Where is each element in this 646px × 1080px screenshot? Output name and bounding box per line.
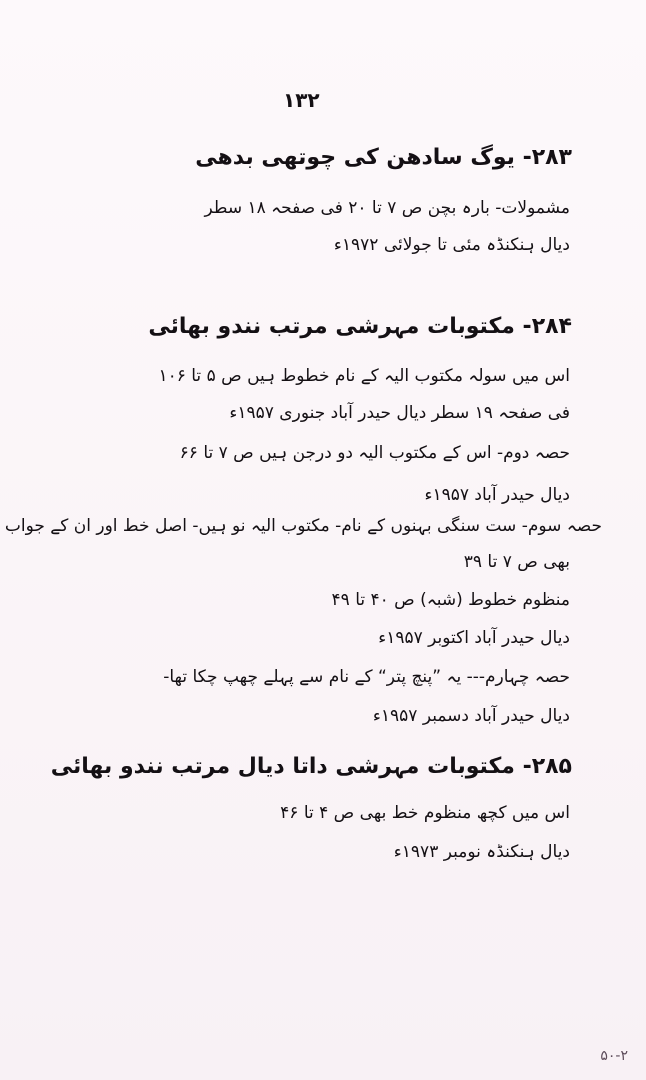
section-heading-285: ۲۸۵- مکتوبات مہرشی داتا دیال مرتب نندو بھائی — [50, 754, 572, 779]
section-284-line-3: حصہ دوم- اس کے مکتوب الیہ دو درجن ہیں ص ۷ تا ۶۶ — [179, 443, 570, 463]
section-284-line-9: حصہ چہارم--- یہ ”پنچ پتر“ کے نام سے پہلے چھپ چکا تھا- — [163, 667, 570, 687]
section-285-line-2: دیال ہنکنڈہ نومبر ۱۹۷۳ء — [393, 842, 570, 862]
section-284-line-10: دیال حیدر آباد دسمبر ۱۹۵۷ء — [372, 706, 570, 726]
section-heading-283: ۲۸۳- یوگ سادھن کی چوتھی بدھی — [195, 145, 572, 170]
section-284-line-4: دیال حیدر آباد ۱۹۵۷ء — [424, 485, 570, 505]
section-284-line-8: دیال حیدر آباد اکتوبر ۱۹۵۷ء — [378, 628, 570, 648]
section-284-line-6: بھی ص ۷ تا ۳۹ — [463, 552, 570, 572]
footer-mark: ۵۰-۲ — [600, 1048, 628, 1064]
section-283-line-2: دیال ہنکنڈہ مئی تا جولائی ۱۹۷۲ء — [333, 235, 570, 255]
section-284-line-1: اس میں سولہ مکتوب الیہ کے نام خطوط ہیں ص ۵ تا ۱۰۶ — [158, 366, 570, 386]
section-284-line-2: فی صفحہ ۱۹ سطر دیال حیدر آباد جنوری ۱۹۵۷ء — [229, 403, 570, 423]
section-283-line-1: مشمولات- بارہ بچن ص ۷ تا ۲۰ فی صفحہ ۱۸ سطر — [204, 198, 570, 218]
page-number: ۱۳۲ — [283, 88, 320, 112]
section-284-line-7: منظوم خطوط (شبہ) ص ۴۰ تا ۴۹ — [331, 590, 570, 610]
section-284-line-5: حصہ سوم- ست سنگی بہنوں کے نام- مکتوب الیہ نو ہیں- اصل خط اور ان کے جواب — [4, 516, 602, 536]
section-285-line-1: اس میں کچھ منظوم خط بھی ص ۴ تا ۴۶ — [280, 803, 570, 823]
section-heading-284: ۲۸۴- مکتوبات مہرشی مرتب نندو بھائی — [148, 314, 572, 339]
